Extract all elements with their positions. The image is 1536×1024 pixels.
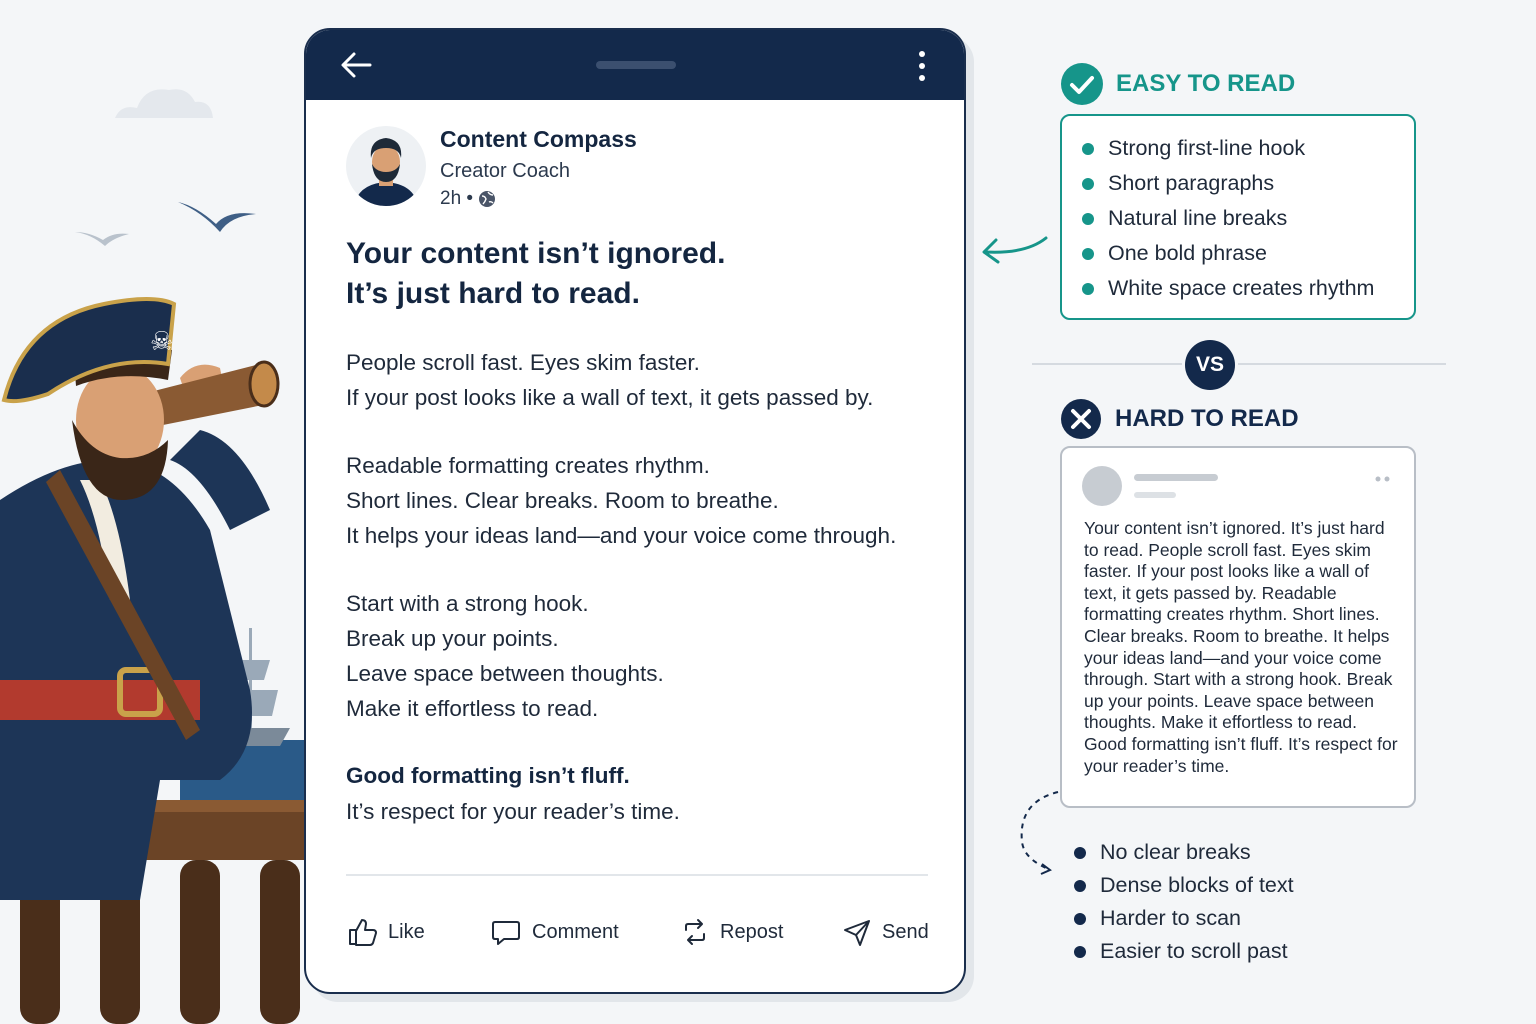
pointer-arrow-icon: [978, 232, 1050, 268]
divider: [1032, 363, 1182, 365]
globe-icon: [478, 190, 496, 208]
more-dots-icon: [1374, 474, 1396, 484]
author-name[interactable]: Content Compass: [440, 126, 637, 152]
bullet: [1074, 847, 1086, 859]
list-item: [1074, 939, 1288, 964]
easy-item-label: One bold phrase: [1108, 241, 1267, 265]
repost-button[interactable]: [680, 910, 783, 954]
like-label: Like: [388, 920, 425, 943]
body-line: If your post looks like a wall of text, it gets passed by.: [346, 385, 874, 410]
closing-line: It’s respect for your reader’s time.: [346, 799, 680, 824]
repost-icon: [680, 917, 710, 947]
hard-item-label: Dense blocks of text: [1100, 873, 1294, 897]
post-headline: [346, 234, 725, 314]
list-item: [1082, 171, 1274, 196]
bullet: [1082, 248, 1094, 260]
like-button[interactable]: [346, 910, 425, 954]
app-bar: [306, 30, 964, 100]
more-options-icon[interactable]: [908, 48, 936, 84]
send-button[interactable]: [842, 910, 929, 954]
dense-text-block: Your content isn’t ignored. It’s just hard to read. People scroll fast. Eyes skim faster. If your post looks like a wall of text, it gets passed by. Readable formatting creates rhythm. Short lines. Clear breaks. Room to breathe. It helps your ideas land—and your voice come through. Start with a strong hook. Break up your points. Leave space between thoughts. Make it effortless to read. Good formatting isn’t fluff. It’s respect for your reader’s time.: [1084, 518, 1398, 776]
post-card: [304, 28, 966, 994]
check-circle-icon: [1060, 62, 1104, 106]
list-item: [1074, 906, 1241, 931]
placeholder-line: [1134, 474, 1218, 481]
bullet: [1082, 213, 1094, 225]
body-line: Make it effortless to read.: [346, 696, 599, 721]
bullet: [1082, 143, 1094, 155]
hard-item-label: Harder to scan: [1100, 906, 1242, 930]
bullet: [1074, 880, 1086, 892]
cloud: [115, 89, 213, 118]
comment-button[interactable]: [490, 910, 619, 954]
back-arrow-icon[interactable]: [338, 50, 374, 80]
list-item: [1082, 241, 1267, 266]
easy-item-label: Strong first-line hook: [1108, 136, 1306, 160]
divider: [1238, 363, 1446, 365]
hard-example-box: [1060, 446, 1416, 808]
body-line: People scroll fast. Eyes skim faster.: [346, 350, 700, 375]
x-circle-icon: [1060, 398, 1102, 440]
post-timestamp: 2h •: [440, 188, 474, 209]
post-time: [440, 188, 496, 210]
send-label: Send: [882, 920, 929, 943]
hard-title: HARD TO READ: [1115, 405, 1299, 432]
avatar[interactable]: [346, 126, 426, 206]
easy-list-box: [1060, 114, 1416, 320]
body-line: Leave space between thoughts.: [346, 661, 664, 686]
body-line: Readable formatting creates rhythm.: [346, 453, 710, 478]
body-line: Break up your points.: [346, 626, 559, 651]
bird-icon: [178, 202, 256, 232]
send-icon: [842, 917, 872, 947]
placeholder-line: [1134, 492, 1176, 498]
bullet: [1082, 283, 1094, 295]
headline-line: Your content isn’t ignored.: [346, 237, 726, 270]
list-item: [1074, 873, 1294, 898]
headline-line: It’s just hard to read.: [346, 277, 640, 310]
repost-label: Repost: [720, 920, 784, 943]
thumbs-up-icon: [346, 916, 378, 948]
comment-icon: [490, 916, 522, 948]
bullet: [1074, 913, 1086, 925]
skull-icon: ☠: [150, 327, 174, 357]
author-title: Creator Coach: [440, 160, 571, 182]
comment-label: Comment: [532, 920, 619, 943]
easy-item-label: White space creates rhythm: [1108, 276, 1375, 300]
hard-item-label: No clear breaks: [1100, 840, 1251, 864]
list-item: [1082, 136, 1305, 161]
divider: [346, 874, 928, 876]
drag-handle: [596, 61, 676, 69]
list-item: [1082, 276, 1374, 301]
bullet: [1074, 946, 1086, 958]
easy-title: EASY TO READ: [1116, 70, 1296, 97]
easy-item-label: Natural line breaks: [1108, 206, 1288, 230]
bullet: [1082, 178, 1094, 190]
placeholder-avatar: [1082, 466, 1122, 506]
list-item: [1082, 206, 1287, 231]
hard-item-label: Easier to scroll past: [1100, 939, 1288, 963]
vs-badge: VS: [1185, 340, 1235, 390]
body-line: Start with a strong hook.: [346, 591, 589, 616]
list-item: [1074, 840, 1251, 865]
closing-bold-line: Good formatting isn’t fluff.: [346, 763, 630, 788]
body-line: Short lines. Clear breaks. Room to breathe.: [346, 488, 779, 513]
body-line: It helps your ideas land—and your voice come through.: [346, 523, 897, 548]
easy-item-label: Short paragraphs: [1108, 171, 1275, 195]
dashed-arrow-icon: [1014, 790, 1060, 880]
bird-icon: [75, 232, 129, 246]
